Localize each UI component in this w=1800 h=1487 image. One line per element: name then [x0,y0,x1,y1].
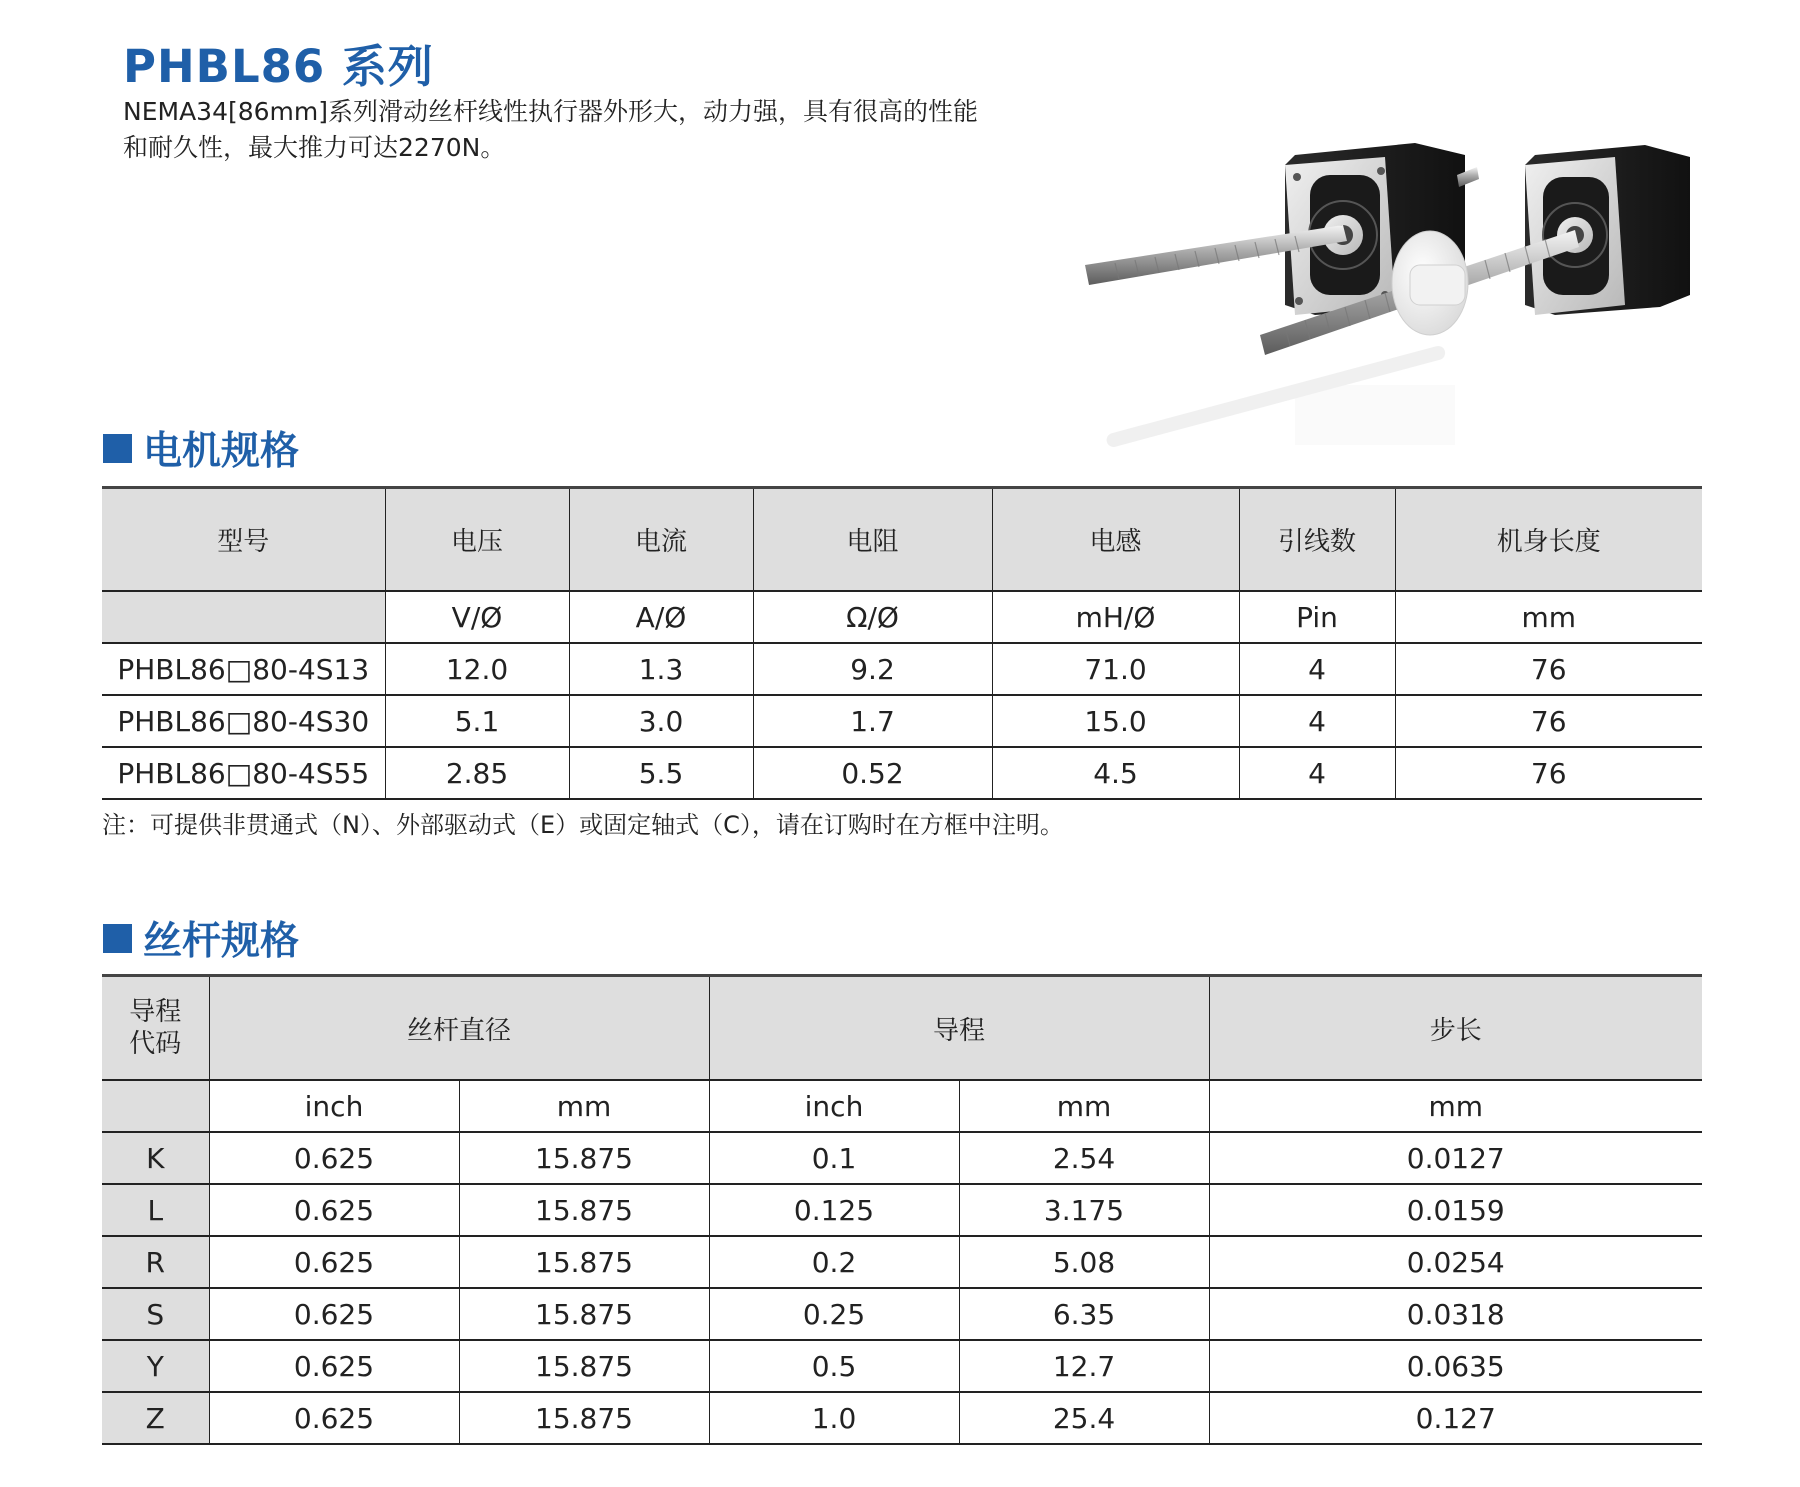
table-cell: 15.0 [992,695,1239,747]
table-cell: 1.7 [753,695,992,747]
table-cell: 5.1 [385,695,569,747]
motor-unit-row [102,591,1702,643]
unit-cell: mm [459,1080,709,1132]
col-header-model: 型号 [102,488,385,592]
unit-cell: inch [709,1080,959,1132]
table-cell: 0.127 [1209,1392,1702,1444]
code-cell: Y [102,1340,209,1392]
code-cell: S [102,1288,209,1340]
unit-cell: Pin [1239,591,1395,643]
table-cell: 1.3 [569,643,753,695]
unit-cell [102,591,385,643]
col-header-resistance: 电阻 [753,488,992,592]
table-cell: 2.54 [959,1132,1209,1184]
col-header-lead-code [102,976,209,1081]
motor-note: 注：可提供非贯通式（N）、外部驱动式（E）或固定轴式（C），请在订购时在方框中注明。 [102,811,1064,839]
table-cell: 0.625 [209,1132,459,1184]
table-cell: 0.625 [209,1184,459,1236]
screw-spec-heading [103,910,299,966]
table-row [102,1184,1702,1236]
table-cell: 0.2 [709,1236,959,1288]
motor-spec-heading [103,420,299,476]
col-header-screw-diameter: 丝杆直径 [209,976,709,1081]
table-cell: 1.0 [709,1392,959,1444]
table-cell: 12.7 [959,1340,1209,1392]
code-cell: Z [102,1392,209,1444]
table-row [102,747,1702,799]
table-cell: 12.0 [385,643,569,695]
code-cell: L [102,1184,209,1236]
table-cell: 3.0 [569,695,753,747]
table-cell: 0.0127 [1209,1132,1702,1184]
table-cell: 15.875 [459,1288,709,1340]
col-header-lead: 导程 [709,976,1209,1081]
model-cell: PHBL86□80-4S13 [102,643,385,695]
model-cell: PHBL86□80-4S55 [102,747,385,799]
col-header-leads: 引线数 [1239,488,1395,592]
table-cell: 2.85 [385,747,569,799]
table-row [102,1340,1702,1392]
description-line: 和耐久性，最大推力可达2270N。 [123,133,506,162]
table-row [102,1132,1702,1184]
code-cell: R [102,1236,209,1288]
col-header-voltage: 电压 [385,488,569,592]
table-cell: 15.875 [459,1132,709,1184]
col-header-inductance: 电感 [992,488,1239,592]
table-cell: 3.175 [959,1184,1209,1236]
col-header-body-length: 机身长度 [1395,488,1702,592]
table-cell: 25.4 [959,1392,1209,1444]
table-cell: 0.0254 [1209,1236,1702,1288]
unit-cell: Ω/Ø [753,591,992,643]
table-cell: 71.0 [992,643,1239,695]
col-header-current: 电流 [569,488,753,592]
table-cell: 15.875 [459,1184,709,1236]
table-row [102,1288,1702,1340]
table-cell: 0.1 [709,1132,959,1184]
unit-cell: mm [959,1080,1209,1132]
product-image [1085,135,1740,465]
section-marker-icon [103,434,132,463]
unit-cell [102,1080,209,1132]
unit-cell: V/Ø [385,591,569,643]
unit-cell: A/Ø [569,591,753,643]
table-cell: 4 [1239,695,1395,747]
col-header-step: 步长 [1209,976,1702,1081]
unit-cell: inch [209,1080,459,1132]
model-cell: PHBL86□80-4S30 [102,695,385,747]
table-cell: 4 [1239,643,1395,695]
table-cell: 0.625 [209,1392,459,1444]
table-cell: 0.625 [209,1340,459,1392]
unit-cell: mH/Ø [992,591,1239,643]
table-cell: 9.2 [753,643,992,695]
screw-spec-table [102,974,1702,1445]
page-title: PHBL86 系列 [123,40,434,93]
table-cell: 15.875 [459,1392,709,1444]
motor-spec-heading-text: 电机规格 [143,429,300,474]
table-row [102,695,1702,747]
series-description [123,94,1003,166]
table-cell: 76 [1395,747,1702,799]
table-cell: 5.08 [959,1236,1209,1288]
motor-header-row [102,488,1702,592]
motor-right [1525,145,1690,315]
table-cell: 0.25 [709,1288,959,1340]
unit-cell: mm [1395,591,1702,643]
lead-code-line: 导程 [129,997,182,1027]
table-cell: 0.125 [709,1184,959,1236]
screw-header-row [102,976,1702,1081]
table-cell: 15.875 [459,1236,709,1288]
table-cell: 5.5 [569,747,753,799]
table-cell: 0.5 [709,1340,959,1392]
table-cell: 0.0159 [1209,1184,1702,1236]
unit-cell: mm [1209,1080,1702,1132]
table-cell: 76 [1395,643,1702,695]
table-cell: 0.625 [209,1288,459,1340]
table-cell: 0.0635 [1209,1340,1702,1392]
table-cell: 0.0318 [1209,1288,1702,1340]
table-cell: 76 [1395,695,1702,747]
table-row [102,1392,1702,1444]
table-row [102,1236,1702,1288]
description-line: NEMA34[86mm]系列滑动丝杆线性执行器外形大，动力强，具有很高的性能 [123,97,979,126]
screw-spec-heading-text: 丝杆规格 [143,919,300,964]
motor-spec-table [102,486,1702,800]
table-cell: 4.5 [992,747,1239,799]
section-marker-icon [103,924,132,953]
lead-code-line: 代码 [129,1029,182,1059]
table-cell: 0.52 [753,747,992,799]
table-cell: 6.35 [959,1288,1209,1340]
table-cell: 4 [1239,747,1395,799]
table-cell: 15.875 [459,1340,709,1392]
table-row [102,643,1702,695]
screw-unit-row [102,1080,1702,1132]
code-cell: K [102,1132,209,1184]
table-cell: 0.625 [209,1236,459,1288]
